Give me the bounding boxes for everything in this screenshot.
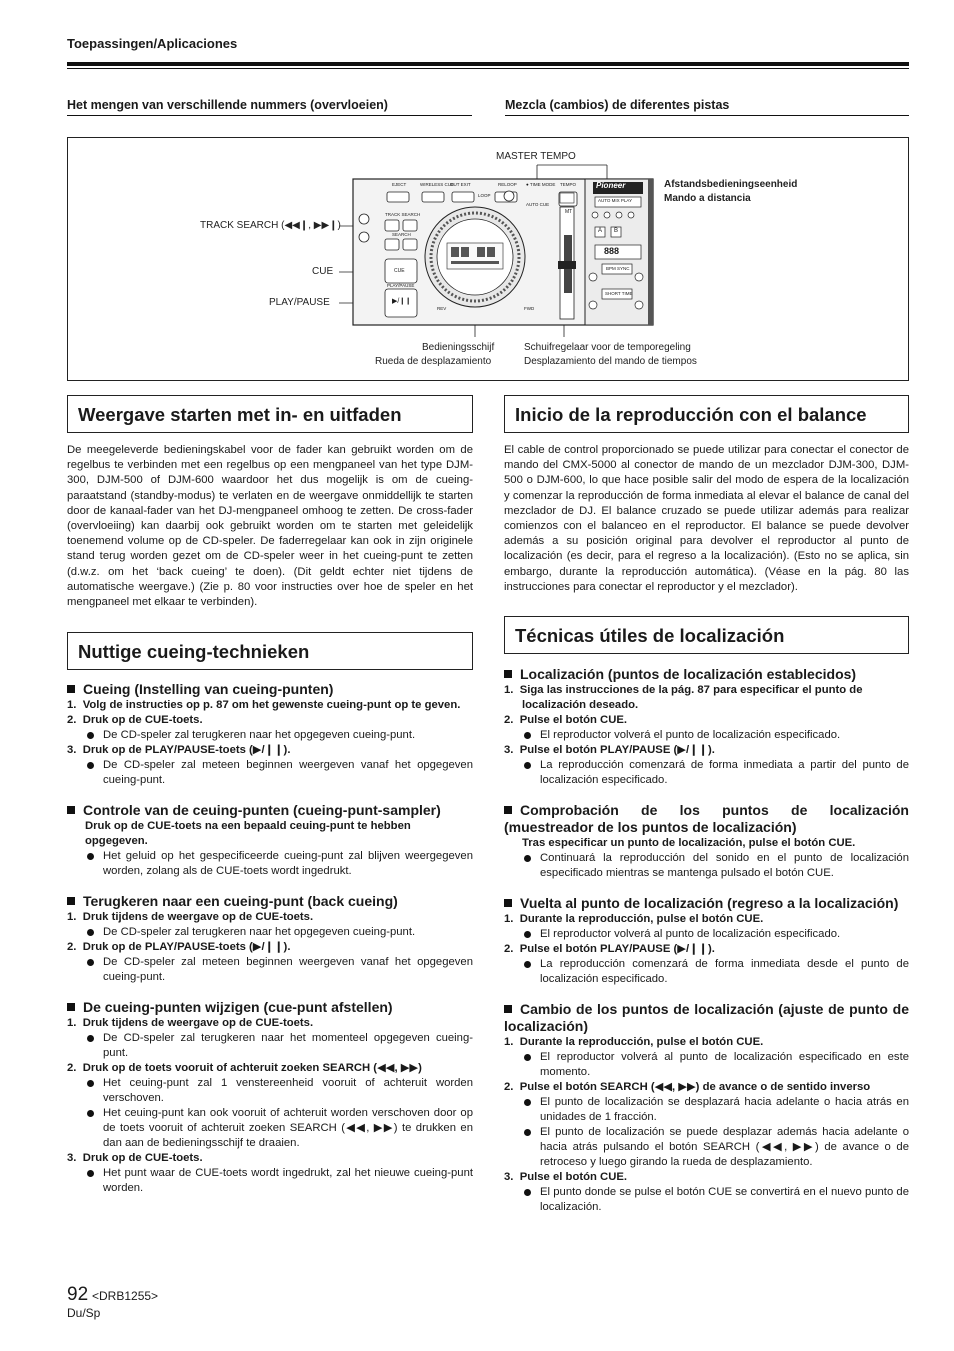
- bullet-dot-icon: [87, 853, 94, 860]
- bullet-item: El punto de localización se desplazará hacia adelante o hacia atrás en unidades de 1 fracción.: [504, 1095, 909, 1125]
- bullet-item: De CD-speler zal meteen beginnen weergeven vanaf het opgegeven cueing-punt.: [67, 955, 473, 985]
- dev-brand-logo: Pioneer: [596, 181, 626, 190]
- bullet-dot-icon: [87, 1035, 94, 1042]
- bullet-dot-icon: [87, 959, 94, 966]
- dev-play-pause: PLAY/PAUSE: [387, 283, 415, 288]
- square-bullet-icon: [67, 897, 75, 905]
- bullet-dot-icon: [87, 1170, 94, 1177]
- step: 1. Volg de instructies op p. 87 om het gewenste cueing-punt op te geven.: [67, 699, 461, 711]
- step: 2. Pulse el botón CUE.: [504, 714, 628, 726]
- dev-tempo: TEMPO: [560, 182, 577, 187]
- bullet-item: De CD-speler zal meteen beginnen weergeven vanaf het opgegeven cueing-punt.: [67, 758, 473, 788]
- bullet-dot-icon: [87, 1110, 94, 1117]
- dev-bpm-display: 888: [604, 246, 620, 256]
- square-bullet-icon: [504, 670, 512, 678]
- bullet-dot-icon: [524, 855, 531, 862]
- para-balance-start: El cable de control proporcionado se puede utilizar para conectar el conector de mando del CMX-5000 al conector de mando de un mezclador DJM-300, DJM-500 o DJM-600, lo que hace posible salir del modo de espera de la localización y comenzar la reproducción de forma inmediata al elevar el balance de canal del mezclador de DJ. El balance cruzado se puede utilizar además para realizar comienzos con el balanceo en el reproductor. El balance se puede devolver además a su posición original para devolver el reproductor al punto de localización (es decir, para el regreso a la localización). (Esto no se aplica, sin embargo, durante la reproducción automática). (Véase en la pág. 80 las instrucciones para conectar el reproductor y el mezclador).: [504, 444, 909, 593]
- right-localization-content: [504, 666, 909, 1215]
- heading-localization-return: Vuelta al punto de localización (regreso a la localización): [504, 895, 909, 912]
- bullet-dot-icon: [87, 1080, 94, 1087]
- step: 1. Durante la reproducción, pulse el botón CUE.: [504, 1036, 764, 1048]
- bullet-dot-icon: [524, 931, 531, 938]
- header-rule-thin: [67, 68, 909, 69]
- bullet-item: El punto donde se pulse el botón CUE se convertirá en el nuevo punto de localización.: [504, 1185, 909, 1215]
- label-tempo-es: Desplazamiento del mando de tiempos: [524, 356, 697, 367]
- heading-localization-sampler: Comprobación de los puntos de localización (muestreador de los puntos de localización): [504, 802, 909, 835]
- bullet-item: Het punt waar de CUE-toets wordt ingedrukt, zal het nieuwe cueing-punt worden.: [67, 1166, 473, 1196]
- section-title-balance-start: Inicio de la reproducción con el balance: [504, 395, 909, 433]
- square-bullet-icon: [504, 806, 512, 814]
- bullet-item: Het ceuing-punt zal 1 venstereenheid vooruit of achteruit worden verschoven.: [67, 1076, 473, 1106]
- dev-reloop: RELOOP: [498, 182, 517, 187]
- dev-timemode: ● TIME MODE: [526, 182, 556, 187]
- step: 3. Pulse el botón PLAY/PAUSE (▶/❙❙).: [504, 744, 715, 756]
- label-remote-es: Mando a distancia: [664, 193, 751, 204]
- label-master-tempo: MASTER TEMPO: [496, 151, 576, 162]
- heading-cue-adjust: De cueing-punten wijzigen (cue-punt afstellen): [67, 999, 473, 1016]
- step: 3. Pulse el botón CUE.: [504, 1171, 628, 1183]
- bullet-item: El punto de localización se puede desplazar además hacia adelante o hacia atrás pulsando el botón SEARCH (◀◀, ▶▶) de avance o de retroceso y luego girando la rueda de desplazamiento.: [504, 1125, 909, 1170]
- bullet-dot-icon: [87, 929, 94, 936]
- bullet-dot-icon: [524, 961, 531, 968]
- step: 2. Pulse el botón SEARCH (◀◀, ▶▶) de avance o de sentido inverso: [504, 1081, 871, 1093]
- heading-back-cueing: Terugkeren naar een cueing-punt (back cueing): [67, 893, 473, 910]
- label-jog-es: Rueda de desplazamiento: [375, 356, 492, 367]
- heading-cue-sampler: Controle van de ceuing-punten (cueing-punt-sampler): [67, 802, 473, 819]
- step: 2. Pulse el botón PLAY/PAUSE (▶/❙❙).: [504, 943, 715, 955]
- bullet-dot-icon: [524, 1054, 531, 1061]
- bullet-item: El reproductor volverá el punto de localización especificado.: [504, 728, 909, 743]
- heading-localization-adjust: Cambio de los puntos de localización (ajuste de punto de localización): [504, 1001, 909, 1034]
- instruction-bold: Tras especificar un punto de localización, pulse el botón CUE.: [522, 837, 856, 849]
- bullet-item: Continuará la reproducción del sonido en el punto de localización especificado mientras se mantenga pulsado el botón CUE.: [504, 851, 909, 881]
- bullet-item: De CD-speler zal terugkeren naar het momenteel opgegeven cueing-punt.: [67, 1031, 473, 1061]
- para-fade-start: De meegeleverde bedieningskabel voor de fader kan gebruikt worden om de regelbus te verbinden met een regelbus op een mengpaneel van het type DJM-300, DJM-500 of DJM-600 waardoor het dus mogelijk is om de cueing-paraatstand (standby-modus) te verlaten en de weergave onmiddellijk te starten door de kanaal-fader van het DJ-mengpaneel omhoog te zetten. De cross-fader (overvloeiing) kan daarbij ook gebruikt worden om te starten met geleidelijk toenemend volume op de CD-speler. De faderregelaar kan ook in zijn originele stand terug worden gezet om de CD-speler weer in het cueing-punt te zetten (d.w.z. om het ‘back cueing’ te doen). (Dit geldt echter niet tijdens de automatische weergave.) (Zie p. 80 voor instructies over hoe de speler en het mengpaneel met elkaar te verbinden).: [67, 444, 473, 609]
- heading-localization-set: Localización (puntos de localización establecidos): [504, 666, 909, 683]
- bullet-dot-icon: [524, 1129, 531, 1136]
- heading-cueing-set: Cueing (Instelling van cueing-punten): [67, 681, 473, 698]
- document-code: <DRB1255>: [92, 1289, 159, 1303]
- bullet-item: El reproductor volverá al punto de localización especificado.: [504, 927, 909, 942]
- dev-a: A: [598, 228, 603, 234]
- dev-mt: MT: [565, 209, 573, 215]
- dev-loop: LOOP: [478, 193, 491, 198]
- dev-outexit: OUT EXIT: [450, 182, 471, 187]
- dev-play-icon: ▶/❙❙: [392, 298, 412, 305]
- dev-wireless: WIRELESS CUE: [420, 182, 455, 187]
- step: 1. Druk tijdens de weergave op de CUE-toets.: [67, 911, 314, 923]
- square-bullet-icon: [67, 685, 75, 693]
- step: 1. Druk tijdens de weergave op de CUE-toets.: [67, 1017, 314, 1029]
- instruction-bold: Druk op de CUE-toets na een bepaald ceuing-punt te hebben opgegeven.: [85, 820, 411, 847]
- page-number: 92: [67, 1284, 89, 1305]
- square-bullet-icon: [504, 899, 512, 907]
- bullet-dot-icon: [87, 762, 94, 769]
- dev-rev: REV: [437, 306, 447, 311]
- dev-b: B: [614, 228, 619, 234]
- label-cue: CUE: [312, 266, 334, 277]
- section-title-localization: Técnicas útiles de localización: [504, 616, 909, 654]
- bullet-dot-icon: [524, 732, 531, 739]
- label-remote-nl: Afstandsbedieningseenheid: [664, 179, 798, 190]
- square-bullet-icon: [504, 1005, 512, 1013]
- left-cueing-content: [67, 681, 473, 1196]
- bullet-dot-icon: [524, 1099, 531, 1106]
- subhead-right: Mezcla (cambios) de diferentes pistas: [505, 98, 909, 116]
- step: 2. Druk op de CUE-toets.: [67, 714, 203, 726]
- square-bullet-icon: [67, 1003, 75, 1011]
- bullet-dot-icon: [524, 762, 531, 769]
- dev-fwd: FWD: [524, 306, 535, 311]
- step: 2. Druk op de PLAY/PAUSE-toets (▶/❙❙).: [67, 941, 291, 953]
- label-play-pause: PLAY/PAUSE: [269, 297, 330, 308]
- dev-cue: CUE: [394, 268, 405, 274]
- dev-search: SEARCH: [392, 232, 411, 237]
- header-rule: [67, 62, 909, 66]
- dev-short-time: SHORT TIME: [605, 291, 633, 296]
- bullet-item: El reproductor volverá al punto de localización especificado en este momento.: [504, 1050, 909, 1080]
- bullet-item: La reproducción comenzará de forma inmediata a partir del punto de localización especificado.: [504, 758, 909, 788]
- bullet-item: La reproducción comenzará de forma inmediata desde el punto de localización especificado.: [504, 957, 909, 987]
- dev-autocue: AUTO CUE: [526, 202, 550, 207]
- dev-auto-mix: AUTO MIX PLAY: [598, 198, 633, 203]
- section-title-cueing: Nuttige cueing-technieken: [67, 632, 473, 670]
- step: 3. Druk op de CUE-toets.: [67, 1152, 203, 1164]
- bullet-item: Het ceuing-punt kan ook vooruit of achteruit worden verschoven door op de toets vooruit of achteruit zoeken SEARCH (◀◀, ▶▶) te drukken en dan aan de bedieningsschijf te draaien.: [67, 1106, 473, 1151]
- step: 1. Durante la reproducción, pulse el botón CUE.: [504, 913, 764, 925]
- bullet-item: Het geluid op het gespecificeerde cueing-punt zal blijven weergegeven worden, zolang als de CUE-toets wordt ingedrukt.: [67, 849, 473, 879]
- section-title-fade-start: Weergave starten met in- en uitfaden: [67, 395, 473, 433]
- step: 2. Druk op de toets vooruit of achteruit zoeken SEARCH (◀◀, ▶▶): [67, 1062, 422, 1074]
- language-code: Du/Sp: [67, 1306, 101, 1320]
- label-jog-nl: Bedieningsschijf: [422, 342, 495, 353]
- label-tempo-nl: Schuifregelaar voor de temporegeling: [524, 342, 691, 353]
- header-title: Toepassingen/Aplicaciones: [67, 36, 238, 51]
- bullet-dot-icon: [87, 732, 94, 739]
- dev-track-search: TRACK SEARCH: [385, 212, 421, 217]
- dev-bpm-sync: BPM SYNC: [606, 266, 630, 271]
- step: 1. Siga las instrucciones de la pág. 87 para especificar el punto de localización deseado.: [504, 684, 863, 711]
- step: 3. Druk op de PLAY/PAUSE-toets (▶/❙❙).: [67, 744, 291, 756]
- subhead-left: Het mengen van verschillende nummers (overvloeien): [67, 98, 472, 116]
- bullet-item: De CD-speler zal terugkeren naar het opgegeven cueing-punt.: [67, 925, 473, 940]
- label-track-search: TRACK SEARCH (◀◀❙, ▶▶❙): [200, 220, 341, 231]
- bullet-item: De CD-speler zal terugkeren naar het opgegeven cueing-punt.: [67, 728, 473, 743]
- dev-eject: EJECT: [392, 182, 407, 187]
- bullet-dot-icon: [524, 1189, 531, 1196]
- square-bullet-icon: [67, 806, 75, 814]
